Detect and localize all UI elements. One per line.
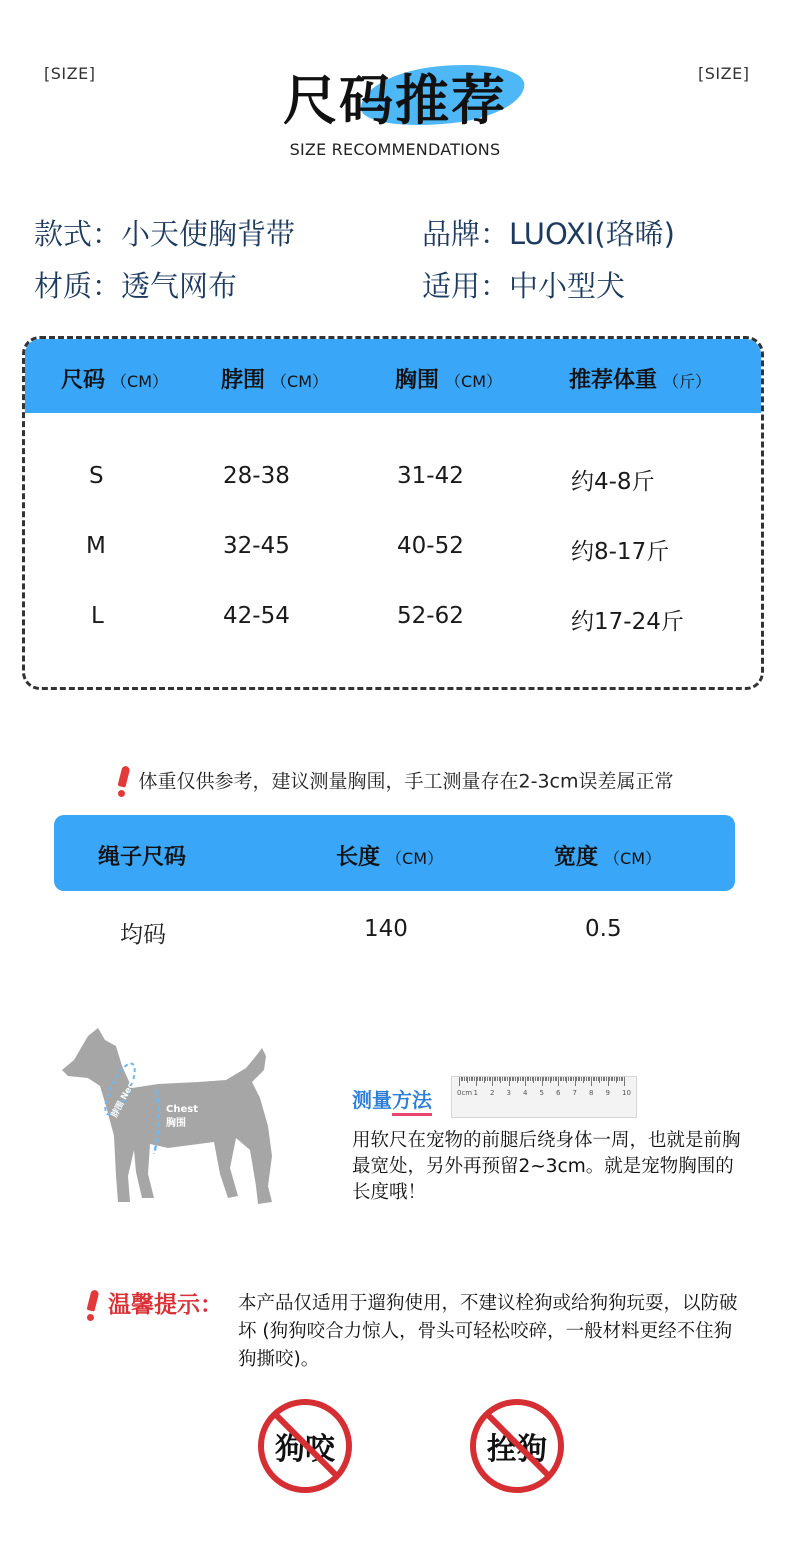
spec-style: 款式：小天使胸背带 [34, 217, 296, 251]
size-table-header [25, 339, 761, 413]
spec-material: 材质：透气网布 [34, 269, 238, 303]
table-cell: 0.5 [585, 916, 622, 942]
weight-notice-text: 体重仅供参考，建议测量胸围，手工测量存在2-3cm误差属正常 [138, 770, 674, 793]
no-biting-label: 狗咬 [275, 1432, 335, 1467]
ruler-tick-label: 3 [506, 1089, 511, 1097]
ruler-tick-label: 9 [605, 1089, 610, 1097]
table-cell: L [91, 603, 104, 629]
table-cell: 32-45 [223, 533, 290, 559]
exclamation-icon [86, 1290, 100, 1322]
table-cell: 31-42 [397, 463, 464, 489]
tip-text: 本产品仅适用于遛狗使用，不建议栓狗或给狗狗玩耍，以防破坏 (狗狗咬合力惊人，骨头可轻松咬碎，一般材料更经不住狗狗撕咬)。 [238, 1293, 738, 1370]
measure-title-b: 方法 [392, 1088, 432, 1116]
table-cell: S [89, 463, 104, 489]
spec-brand: 品牌：LUOXI(珞晞) [422, 217, 675, 251]
size-tag-right: [SIZE] [698, 64, 750, 83]
ruler-tick-label: 1 [473, 1089, 478, 1097]
ruler-tick-mark [624, 1077, 625, 1086]
size-tag-left: [SIZE] [44, 64, 96, 83]
header-cell-length: 长度 （CM） [336, 845, 443, 870]
dog-silhouette [62, 1028, 272, 1204]
ruler-icon [451, 1076, 637, 1118]
dog-measure-illustration [58, 1026, 280, 1210]
no-tethering-sign [470, 1399, 564, 1493]
table-cell: 均码 [120, 922, 166, 948]
title-block [0, 58, 790, 135]
weight-notice [0, 766, 790, 798]
ruler-tick-label: 5 [539, 1089, 544, 1097]
ruler-tick-label: 2 [490, 1089, 495, 1097]
header-cell-size: 尺码 （CM） [61, 368, 168, 393]
header-cell-weight: 推荐体重 （斤） [569, 368, 712, 393]
table-cell: 140 [364, 916, 408, 942]
header-cell-width: 宽度 （CM） [554, 845, 661, 870]
page-subtitle: SIZE RECOMMENDATIONS [289, 140, 501, 159]
ruler-tick-label: 8 [589, 1089, 594, 1097]
table-cell: 28-38 [223, 463, 290, 489]
ruler-tick-label: 0cm [457, 1089, 473, 1097]
table-cell: 40-52 [397, 533, 464, 559]
ruler-tick-label: 6 [556, 1089, 561, 1097]
header-cell-rope-size: 绳子尺码 [98, 845, 187, 870]
ruler-tick-label: 7 [572, 1089, 577, 1097]
table-cell: 约17-24斤 [571, 609, 684, 635]
table-cell: 约8-17斤 [571, 539, 670, 565]
no-biting-sign [258, 1399, 352, 1493]
measure-instructions: 用软尺在宠物的前腿后绕身体一周，也就是前胸最宽处，另外再预留2~3cm。就是宠物胸围的长度哦！ [352, 1130, 741, 1203]
table-cell: 52-62 [397, 603, 464, 629]
ruler-tick-label: 4 [523, 1089, 528, 1097]
rope-table-header [54, 815, 735, 891]
header-cell-neck: 脖围 （CM） [221, 368, 328, 393]
no-tethering-label: 拴狗 [487, 1432, 547, 1467]
table-cell: 42-54 [223, 603, 290, 629]
spec-suitable: 适用：中小型犬 [422, 269, 626, 303]
tip-title-text: 温馨提示： [108, 1292, 223, 1318]
page-title: 尺码推荐 [283, 69, 507, 132]
tip-title [86, 1286, 223, 1322]
measure-title-a: 测量 [352, 1088, 392, 1112]
exclamation-icon [117, 766, 131, 798]
ruler-tick-label: 10 [622, 1089, 631, 1097]
measure-title [352, 1084, 432, 1113]
chest-label-cn: 胸围 [166, 1118, 186, 1129]
table-cell: M [86, 533, 106, 559]
chest-label-en: Chest [166, 1104, 198, 1115]
size-table [22, 336, 764, 690]
table-cell: 约4-8斤 [571, 469, 655, 495]
neck-label: 脖围 Neck [109, 1076, 140, 1120]
header-cell-chest: 胸围 （CM） [395, 368, 502, 393]
